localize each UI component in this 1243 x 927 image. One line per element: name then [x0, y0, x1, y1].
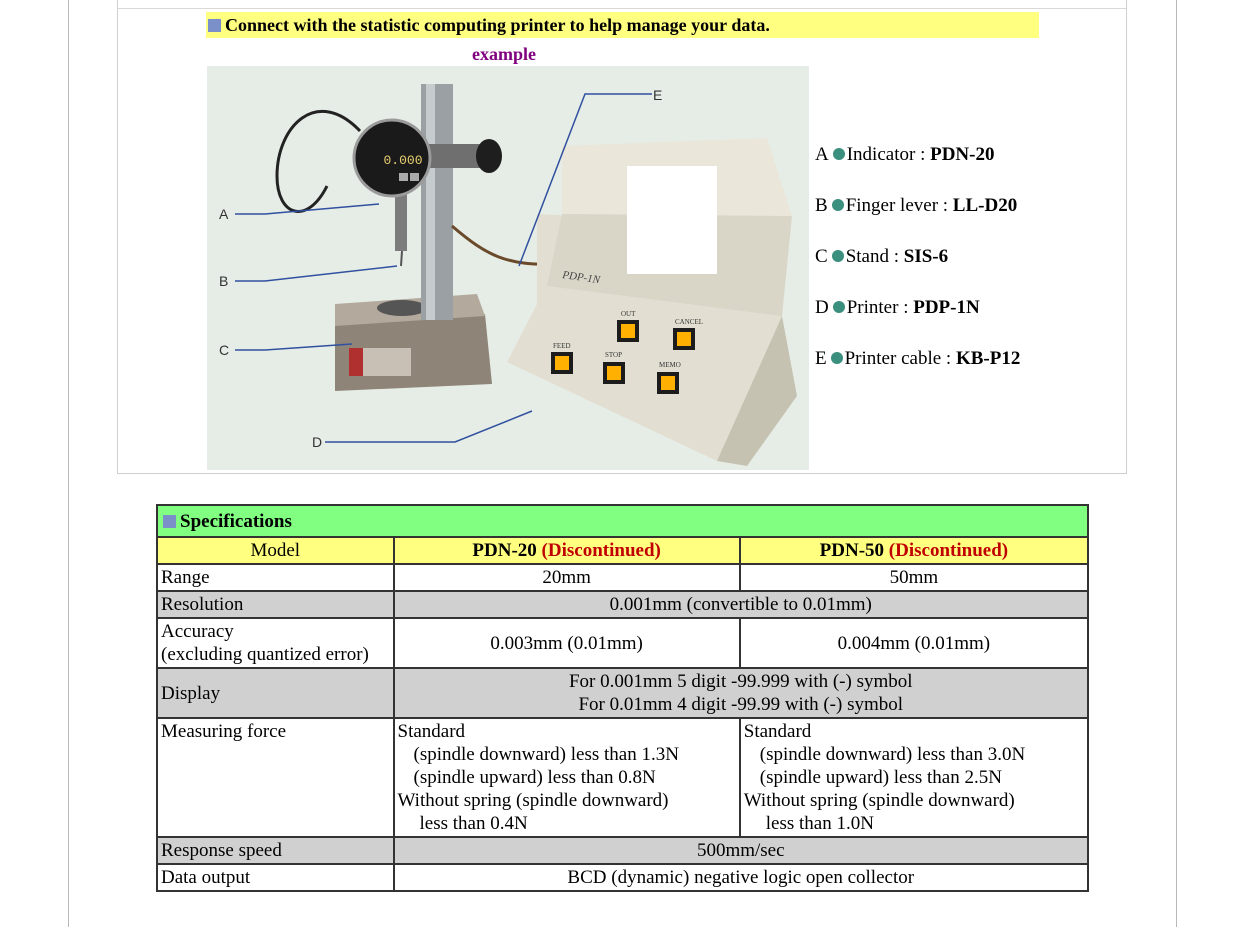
- row-label-line: (excluding quantized error): [161, 644, 369, 665]
- model-status: (Discontinued): [536, 540, 661, 561]
- legend-item: [815, 142, 1020, 193]
- row-label: [157, 618, 394, 668]
- cell-line: (spindle downward) less than 3.0N: [759, 744, 1026, 765]
- cell-line: For 0.01mm 4 digit -99.99 with (-) symbol: [578, 694, 904, 715]
- square-bullet-icon: [163, 515, 176, 528]
- cell: BCD (dynamic) negative logic open collector: [394, 864, 1089, 891]
- stop-button-label: STOP: [605, 351, 622, 359]
- table-row: [157, 564, 1088, 591]
- cell: 20mm: [394, 564, 740, 591]
- indicator-reading: 0.000: [383, 153, 423, 168]
- cell-line: Standard: [397, 721, 466, 742]
- row-label: Data output: [157, 864, 394, 891]
- specifications-table: [156, 504, 1089, 892]
- legend-item: [815, 193, 1020, 244]
- cell-line: Standard: [743, 721, 812, 742]
- legend-model: PDP-1N: [913, 297, 980, 318]
- system-photo: [207, 66, 809, 470]
- cell: 0.001mm (convertible to 0.01mm): [394, 591, 1089, 618]
- cell: 0.004mm (0.01mm): [740, 618, 1088, 668]
- legend-model: SIS-6: [903, 246, 949, 267]
- legend-name: Finger lever :: [845, 195, 953, 216]
- headline-banner: [206, 12, 1039, 38]
- model-col-2: [740, 537, 1088, 564]
- cell: 500mm/sec: [394, 837, 1089, 864]
- row-label: Display: [157, 668, 394, 718]
- feed-button-label: FEED: [553, 342, 571, 350]
- model-col-1: [394, 537, 740, 564]
- callout-a: A: [219, 206, 229, 222]
- cell-line: less than 1.0N: [765, 813, 874, 834]
- table-row: [157, 718, 1088, 837]
- row-label: Measuring force: [157, 718, 394, 837]
- legend-letter: E: [815, 348, 827, 369]
- table-row: [157, 668, 1088, 718]
- legend-name: Indicator :: [846, 144, 931, 165]
- cell-line: Without spring (spindle downward): [397, 790, 669, 811]
- spec-title: Specifications: [180, 510, 292, 532]
- bullet-icon: [832, 250, 844, 262]
- row-label: Resolution: [157, 591, 394, 618]
- printer-model-label: PDP-1N: [561, 269, 601, 287]
- spec-header: [157, 505, 1088, 537]
- cell-line: (spindle upward) less than 2.5N: [759, 767, 1002, 788]
- system-photo-illustration: [207, 66, 809, 470]
- cell-line: Without spring (spindle downward): [743, 790, 1015, 811]
- model-status: (Discontinued): [884, 540, 1009, 561]
- cancel-button-label: CANCEL: [675, 318, 703, 326]
- legend-item: [815, 295, 1020, 346]
- cell: 50mm: [740, 564, 1088, 591]
- legend-name: Printer cable :: [844, 348, 956, 369]
- table-row: [157, 537, 1088, 564]
- page-border-right: [1176, 0, 1177, 927]
- page-border-left: [68, 0, 69, 927]
- component-legend: [815, 142, 1020, 397]
- example-label: example: [472, 44, 536, 64]
- callout-d: D: [312, 434, 323, 450]
- table-row: [157, 618, 1088, 668]
- table-row: [157, 837, 1088, 864]
- cell-line: For 0.001mm 5 digit -99.999 with (-) symbol: [568, 671, 913, 692]
- legend-item: [815, 244, 1020, 295]
- table-row: [157, 591, 1088, 618]
- callout-e: E: [653, 87, 663, 103]
- square-bullet-icon: [208, 19, 221, 32]
- cell: [740, 718, 1088, 837]
- legend-model: KB-P12: [955, 348, 1021, 369]
- cell-line: less than 0.4N: [419, 813, 528, 834]
- row-label: Range: [157, 564, 394, 591]
- bullet-icon: [832, 199, 844, 211]
- legend-letter: B: [815, 195, 828, 216]
- legend-model: PDN-20: [930, 144, 995, 165]
- cell: 0.003mm (0.01mm): [394, 618, 740, 668]
- model-label: Model: [157, 537, 394, 564]
- cell: [394, 718, 740, 837]
- legend-name: Stand :: [845, 246, 904, 267]
- legend-letter: C: [815, 246, 828, 267]
- cell: [394, 668, 1089, 718]
- legend-name: Printer :: [846, 297, 914, 318]
- cell-line: (spindle downward) less than 1.3N: [413, 744, 679, 765]
- legend-letter: D: [815, 297, 829, 318]
- panel-divider: [118, 8, 1126, 9]
- table-row: [157, 864, 1088, 891]
- legend-model: LL-D20: [952, 195, 1018, 216]
- model-name: PDN-50: [819, 540, 885, 561]
- model-name: PDN-20: [472, 540, 537, 561]
- bullet-icon: [833, 148, 845, 160]
- bullet-icon: [833, 301, 845, 313]
- row-label-line: Accuracy: [161, 621, 234, 642]
- legend-letter: A: [815, 144, 829, 165]
- table-row: [157, 505, 1088, 537]
- bullet-icon: [831, 352, 843, 364]
- callout-c: C: [219, 342, 230, 358]
- legend-item: [815, 346, 1020, 397]
- row-label: Response speed: [157, 837, 394, 864]
- callout-b: B: [219, 273, 229, 289]
- memo-button-label: MEMO: [659, 361, 681, 369]
- headline-text: Connect with the statistic computing printer to help manage your data.: [225, 15, 770, 35]
- cell-line: (spindle upward) less than 0.8N: [413, 767, 656, 788]
- out-button-label: OUT: [621, 310, 636, 318]
